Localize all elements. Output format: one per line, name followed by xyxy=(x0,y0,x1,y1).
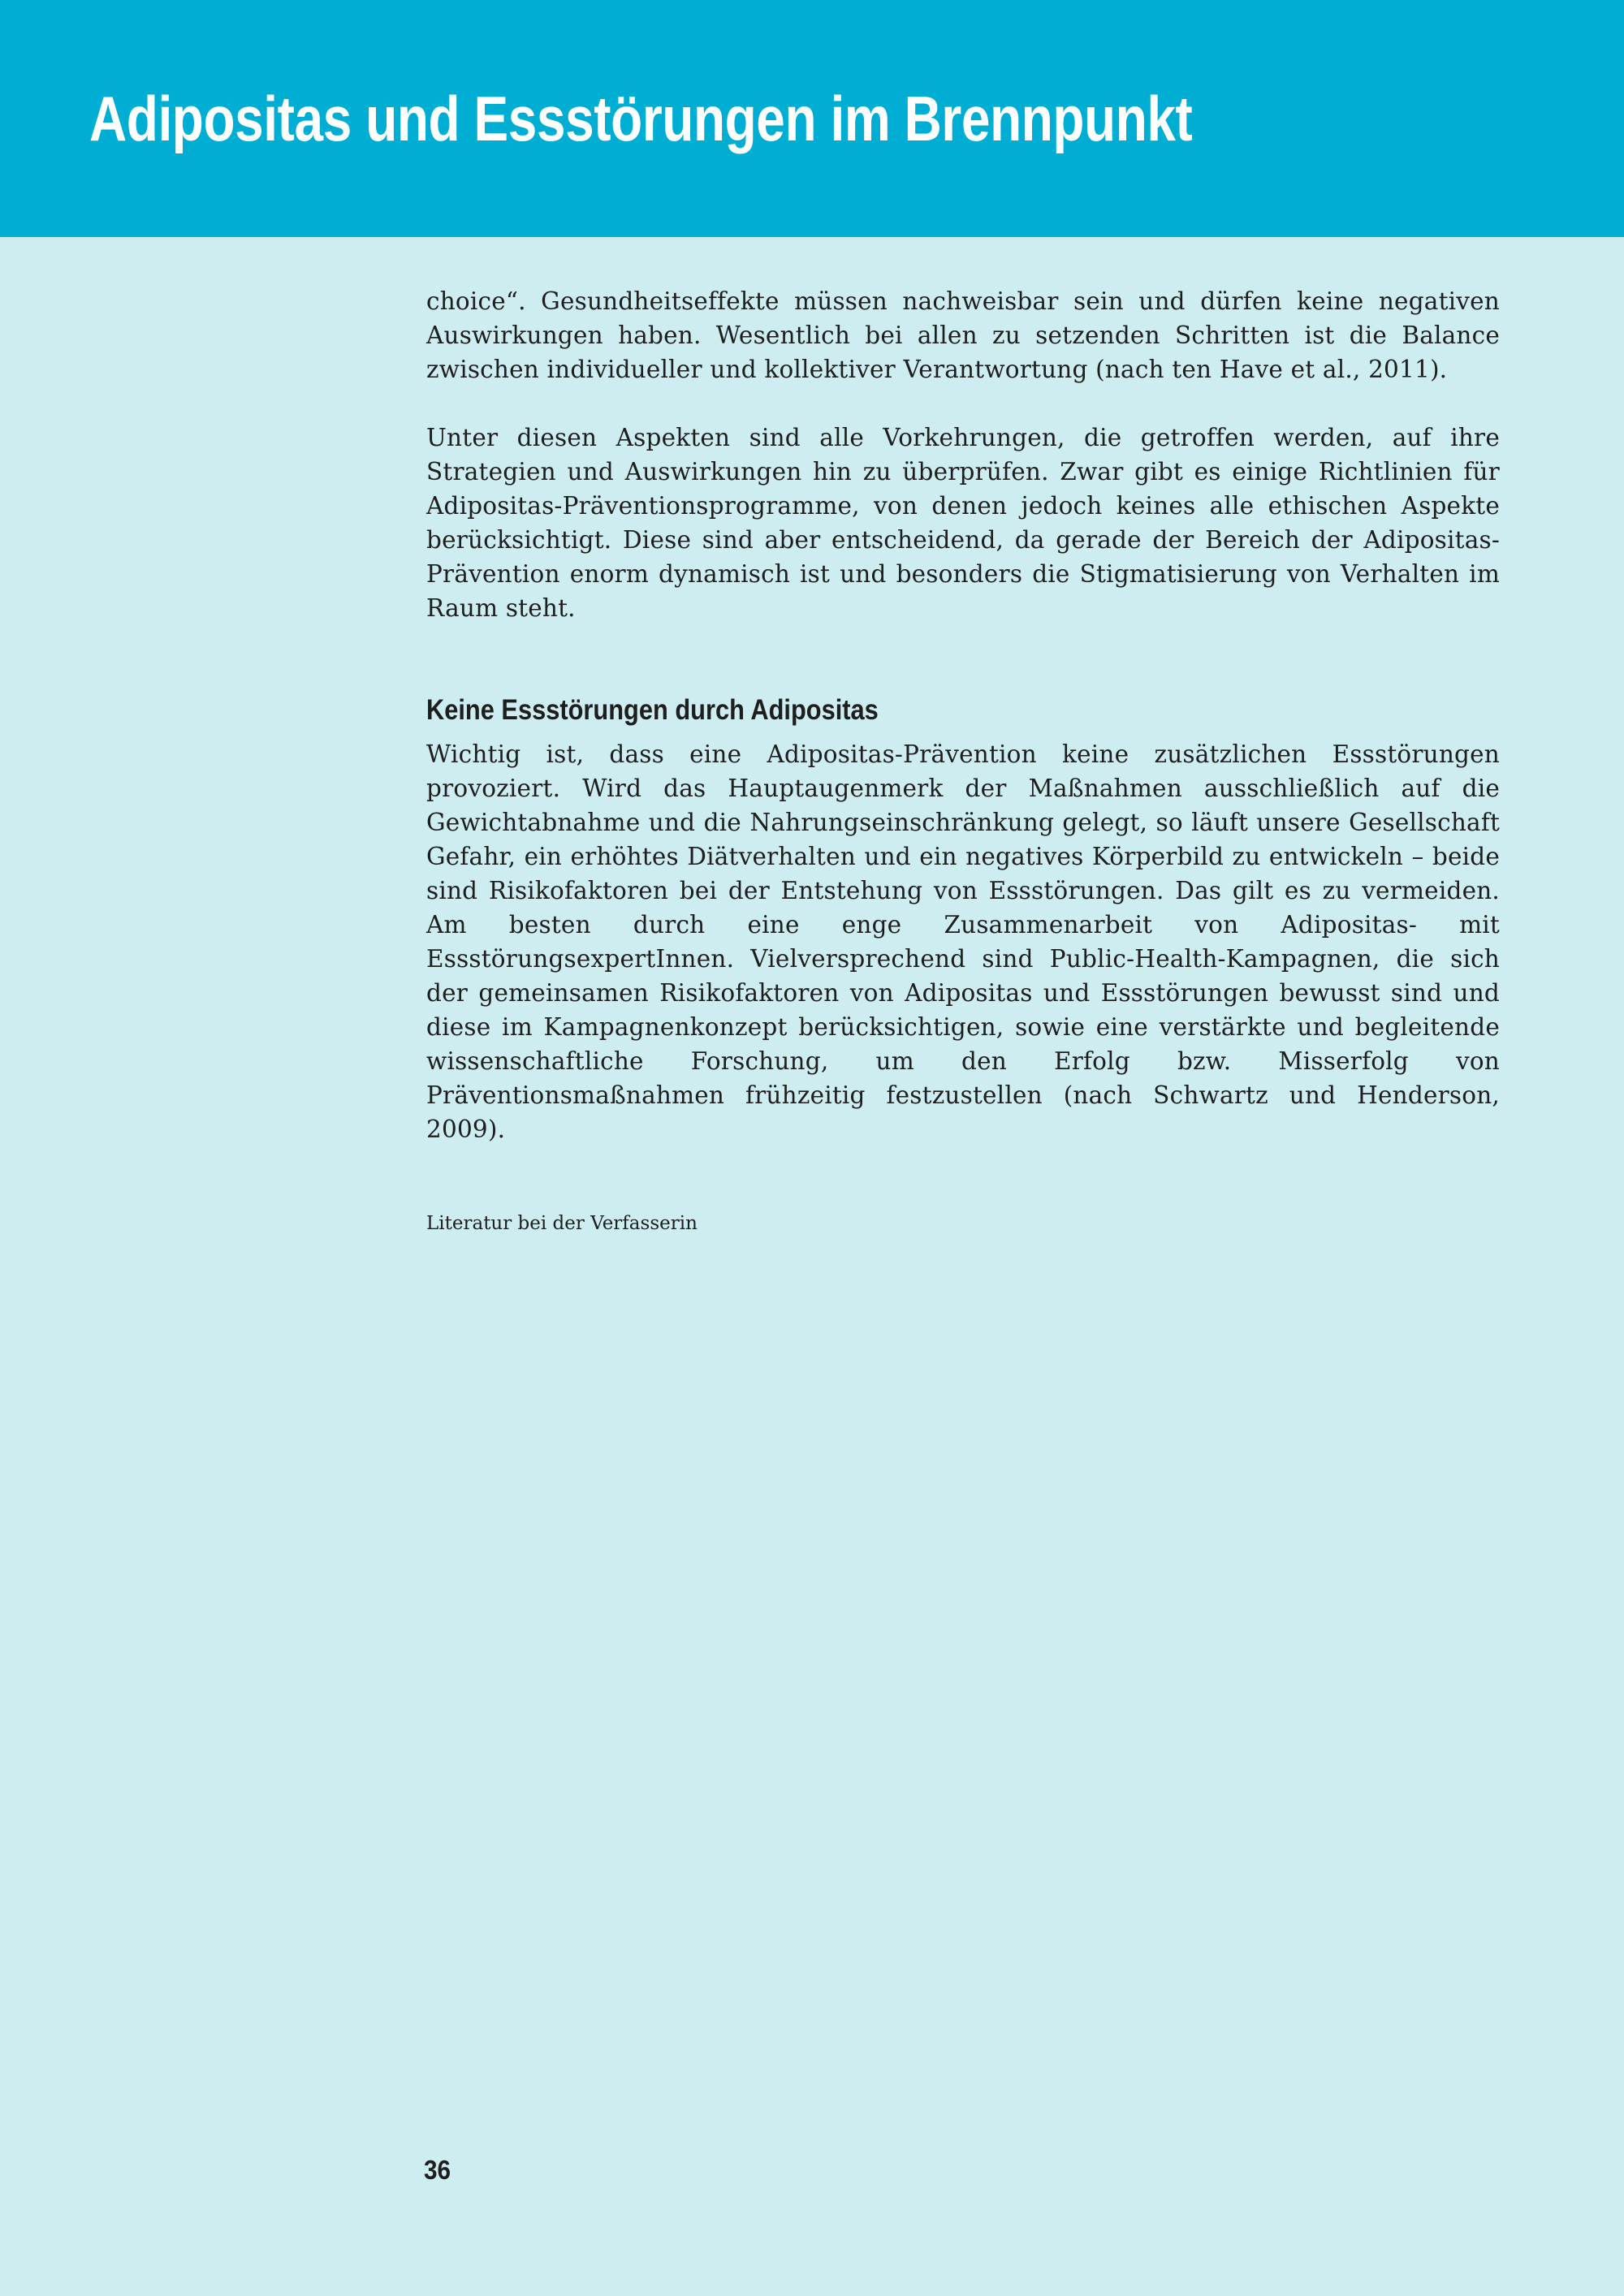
body-paragraph: Wichtig ist, dass eine Adipositas-Prävention keine zusätzlichen Essstörungen provoziert. Wird das Hauptaugenmerk der Maßnahmen ausschließlich auf die Gewichtabnahme und die Nahrungseinschränkung gelegt, so läuft unsere Gesellschaft Gefahr, ein erhöhtes Diätverhalten und ein negatives Körperbild zu entwickeln – beide sind Risikofaktoren bei der Entstehung von Essstörungen. Das gilt es zu vermeiden. Am besten durch eine enge Zusammenarbeit von Adipositas- mit EssstörungsexpertInnen. Vielversprechend sind Public-Health-Kampagnen, die sich der gemeinsamen Risikofaktoren von Adipositas und Essstörungen bewusst sind und diese im Kampagnenkonzept berücksichtigen, sowie eine verstärkte und begleitende wissenschaftliche Forschung, um den Erfolg bzw. Misserfolg von Präventionsmaßnahmen frühzeitig festzustellen (nach Schwartz und Henderson, 2009). xyxy=(426,740,1500,1143)
page-number: 36 xyxy=(424,2155,451,2185)
references-note: Literatur bei der Verfasserin xyxy=(426,1213,698,1234)
section-heading: Keine Essstörungen durch Adipositas xyxy=(426,694,879,726)
header-band xyxy=(0,0,1624,237)
body-paragraph-continued: choice“. Gesundheitseffekte müssen nachweisbar sein und dürfen keine negativen Auswirkungen haben. Wesentlich bei allen zu setzenden Schritten ist die Balance zwischen individueller und kollektiver Verantwortung (nach ten Have et al., 2011). xyxy=(426,287,1500,383)
body-paragraph: Unter diesen Aspekten sind alle Vorkehrungen, die getroffen werden, auf ihre Strategien und Auswirkungen hin zu überprüfen. Zwar gibt es einige Richtlinien für Adipositas-Präventionsprogramme, von denen jedoch keines alle ethischen Aspekte berücksichtigt. Diese sind aber entscheidend, da gerade der Bereich der Adipositas-Prävention enorm dynamisch ist und besonders die Stigmatisierung von Verhalten im Raum steht. xyxy=(426,424,1500,622)
page-title: Adipositas und Essstörungen im Brennpunkt xyxy=(89,83,1193,154)
article-body xyxy=(426,284,1500,1236)
